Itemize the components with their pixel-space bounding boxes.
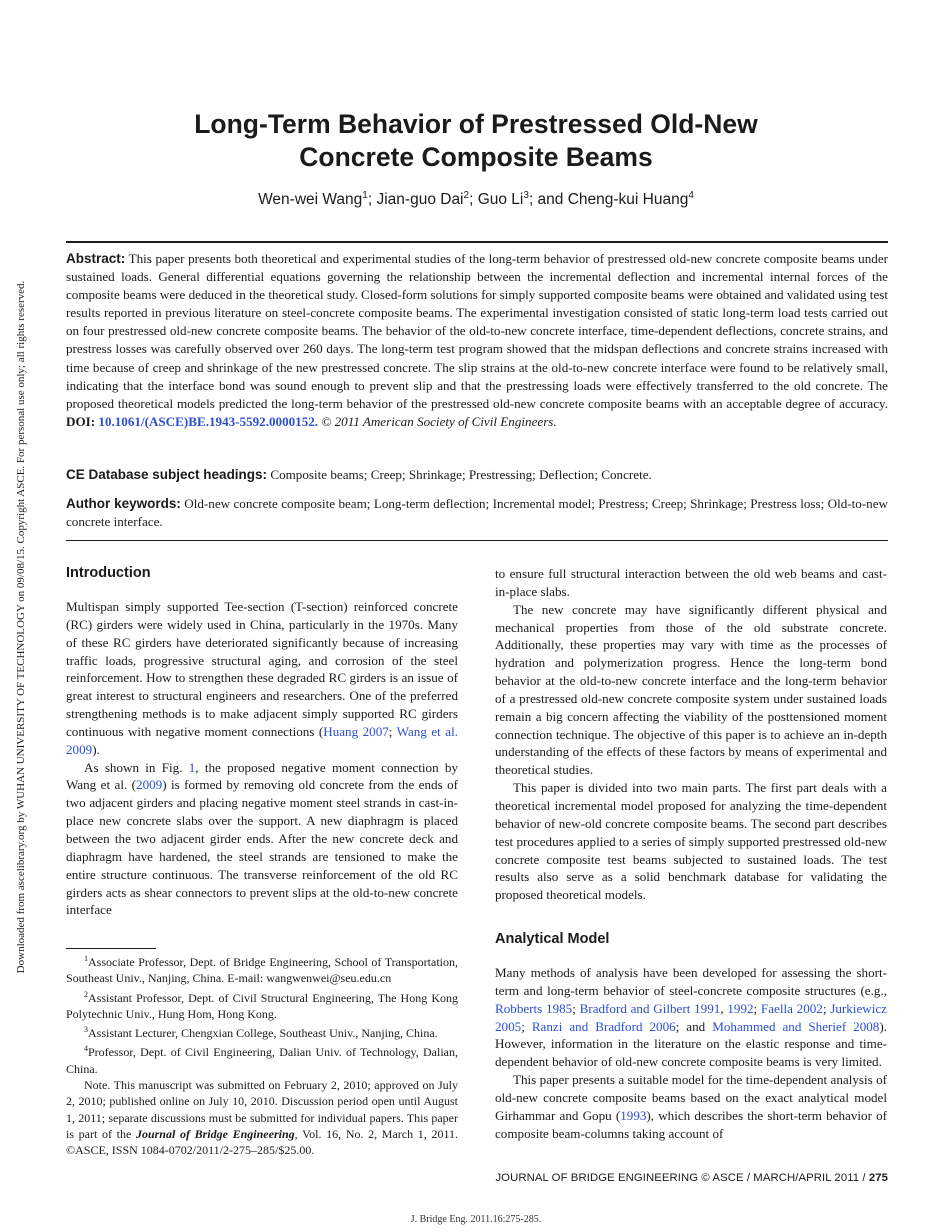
intro-paragraph-4: This paper is divided into two main parts. The first part deals with a theoretical incremental model proposed for analyzing the time-dependent behavior of new-old concrete composite beams. The second part describes test procedures applied to a series of simply supported prestressed old-new concrete composite test beams subjected to sustained loads. The test results also serve as a solid benchmark database for validating the proposed theoretical models. xyxy=(495,780,887,903)
bottom-citation: J. Bridge Eng. 2011.16:275-285. xyxy=(410,1214,542,1225)
text-run: ). xyxy=(92,741,100,757)
ce-subject-headings xyxy=(66,466,888,484)
title-line-2: Concrete Composite Beams xyxy=(299,142,653,172)
footnote-text: Assistant Professor, Dept. of Civil Structural Engineering, The Hong Kong Polytechnic Univ., Hung Hom, Hong Kong. xyxy=(66,990,458,1021)
footnote xyxy=(66,951,458,987)
citation-link[interactable]: Wang et al. 2009 xyxy=(66,723,458,757)
author-list xyxy=(0,190,952,209)
page-number: 275 xyxy=(868,1172,888,1184)
author-name: Guo Li xyxy=(477,191,524,209)
abstract-top-rule xyxy=(66,241,888,243)
submission-note xyxy=(66,1077,458,1158)
intro-continued: to ensure full structural interaction between the old web beams and cast-in-place slabs. xyxy=(495,566,887,599)
footer-journal-text: JOURNAL OF BRIDGE ENGINEERING © ASCE / MARCH/APRIL 2011 / xyxy=(495,1172,869,1184)
footnote xyxy=(66,987,458,1023)
citation-link[interactable]: 1993 xyxy=(620,1107,647,1123)
citation-link[interactable]: 1992 xyxy=(727,1000,754,1016)
footnote-text: Professor, Dept. of Civil Engineering, Dalian Univ. of Technology, Dalian, China. xyxy=(66,1045,458,1076)
footnote xyxy=(66,1022,458,1041)
footnotes xyxy=(66,951,458,1159)
abstract-bottom-rule xyxy=(66,540,888,541)
footnote-mark: 4 xyxy=(84,1044,88,1054)
citation-link[interactable]: Mohammed and Sherief 2008 xyxy=(712,1018,880,1034)
figure-link[interactable]: 1 xyxy=(188,759,196,775)
ce-headings-label: CE Database subject headings: xyxy=(66,467,268,482)
journal-footer xyxy=(495,1172,888,1184)
analytical-model-heading: Analytical Model xyxy=(495,931,610,947)
introduction-body xyxy=(66,598,458,919)
footnote xyxy=(66,1041,458,1077)
text-run: ) is formed by removing old concrete from the ends of two adjacent girders and placing negative moment steel strands in cast-in-place new concrete slabs over the support. A new diaphragm is placed between the two adjacent girder ends. After the new concrete deck and diaphragm have hardened, the steel strands are tensioned to make the entire structure continuous. The transverse reinforcement of the old RC girders acts as shear connectors to prevent slips at the old-to-new concrete interface xyxy=(66,777,458,918)
analytical-model-body xyxy=(495,964,887,1142)
text-run: As shown in Fig. xyxy=(84,759,189,775)
footnote-text: Associate Professor, Dept. of Bridge Engineering, School of Transportation, Southeast Univ., Nanjing, China. E-mail: wangwenwei@seu.edu.cn xyxy=(66,955,458,986)
right-column-intro xyxy=(495,565,887,904)
text-run: , the proposed negative moment connection by Wang et al. ( xyxy=(66,759,458,793)
footnote-text: Assistant Lecturer, Chengxian College, Southeast Univ., Nanjing, China. xyxy=(88,1026,438,1041)
author-name: Cheng-kui Huang xyxy=(567,191,689,209)
author-keywords-text: Old-new concrete composite beam; Long-term deflection; Incremental model; Prestress; Creep; Shrinkage; Prestress loss; Old-to-new concrete interface. xyxy=(66,496,888,530)
author-affil: 2 xyxy=(463,190,470,201)
author-affil: 3 xyxy=(523,190,529,201)
doi-link[interactable]: 10.1061/(ASCE)BE.1943-5592.0000152. xyxy=(98,413,319,429)
text-run: ; xyxy=(388,723,397,739)
abstract-copyright: © 2011 American Society of Civil Engineers. xyxy=(321,413,557,429)
footnote-mark: 3 xyxy=(84,1025,88,1035)
citation-link[interactable]: Robberts 1985 xyxy=(495,1000,573,1016)
abstract-label: Abstract: xyxy=(66,251,126,266)
citation-link[interactable]: Bradford and Gilbert 1991 xyxy=(579,1000,721,1016)
text-run: This paper presents a suitable model for the time-dependent analysis of old-new concrete composite beams based on the exact analytical model Girhammar and Gopu ( xyxy=(495,1072,887,1123)
author-sep: ; xyxy=(469,191,478,209)
citation-link[interactable]: Jurkiewicz 2005 xyxy=(495,1000,887,1034)
citation-link[interactable]: Faella 2002 xyxy=(760,1000,823,1016)
introduction-heading: Introduction xyxy=(66,565,151,581)
author-sep: ; xyxy=(367,191,377,209)
journal-name: Journal of Bridge Engineering xyxy=(135,1126,295,1141)
author-keywords xyxy=(66,495,888,531)
download-side-note: Downloaded from ascelibrary.org by WUHAN UNIVERSITY OF TECHNOLOGY on 09/08/15. Copyright ASCE. For personal use only; all rights reserved. xyxy=(15,280,27,974)
analytical-paragraph-1: Many methods of analysis have been developed for assessing the short-term and long-term behavior of steel-concrete composite structures (e.g., Robberts 1985; Bradford and Gilbert 1991, 1992; Faella 2002; Jurkiewicz 2005; Ranzi and Bradford 2006; and Mohammed and Sherief 2008). However, information in the literature on the elastic response and time-dependent behavior of old-new concrete composite beams is very limited. xyxy=(495,965,887,1070)
abstract xyxy=(66,250,888,431)
intro-paragraph-1 xyxy=(66,598,458,759)
citation-link[interactable]: 2009 xyxy=(136,777,163,793)
abstract-text: This paper presents both theoretical and experimental studies of the long-term behavior of prestressed old-new concrete composite beams under sustained loads. General differential equations governing the relationship between the incremental deflection and incremental internal forces of the composite beams were deduced in the theoretical study. Closed-form solutions for simply supported composite beams were obtained and validated using test results reported in previous literature on steel-concrete composite beams. The experimental investigation consisted of static long-term load tests carried out on four prestressed old-new concrete composite beams. The behavior of the old-to-new concrete interface, time-dependent deflections, concrete strains, and prestress losses was carefully observed over 260 days. The long-term test program showed that the midspan deflections and concrete strains increased with time because of creep and shrinkage of the new prestressed concrete. The slip strains at the old-to-new concrete interface were found to be relatively small, indicating that the interface bond was sound enough to prevent slip and that the prestressing loads were effectively transferred to the old concrete. The proposed theoretical models predicted the long-term behavior of the prestressed old-new concrete composite beams with an acceptable degree of accuracy. xyxy=(66,251,888,411)
intro-paragraph-3: The new concrete may have significantly different physical and mechanical properties from those of the old substrate concrete. Additionally, these properties may vary with time as the processes of hydration and polymerization progress. Hence the long-term bond behavior at the old-to-new concrete interface and the long-term behavior of a prestressed old-new concrete composite system under sustained loads remain a big concern affecting the viability of the posttensioned moment connection technique. The objective of this paper is to achieve an in-depth understanding of the effects of these factors by means of experimental and theoretical studies. xyxy=(495,601,887,778)
author-name: Wen-wei Wang xyxy=(258,191,363,209)
author-sep: ; and xyxy=(528,191,568,209)
text-run: Many methods of analysis have been developed for assessing the short-term and long-term behavior of steel-concrete composite structures (e.g., xyxy=(495,965,887,998)
analytical-paragraph-2 xyxy=(495,1071,887,1142)
author-name: Jian-guo Dai xyxy=(376,191,464,209)
ce-headings-text: Composite beams; Creep; Shrinkage; Prestressing; Deflection; Concrete. xyxy=(267,467,652,482)
text-run: , Vol. 16, No. 2, March 1, 2011. ©ASCE, ISSN 1084-0702/2011/2-275–285/$25.00. xyxy=(66,1126,458,1158)
citation-link[interactable]: Ranzi and Bradford 2006 xyxy=(531,1018,676,1034)
footnote-mark: 1 xyxy=(84,954,88,963)
title-line-1: Long-Term Behavior of Prestressed Old-New xyxy=(194,109,758,139)
doi-label: DOI: xyxy=(66,413,96,429)
author-affil: 1 xyxy=(362,190,368,201)
author-keywords-label: Author keywords: xyxy=(66,496,181,511)
intro-paragraph-2 xyxy=(66,759,458,920)
text-run: Multispan simply supported Tee-section (T-section) reinforced concrete (RC) girders were widely used in China, particularly in the 1970s. Many of these RC girders have deteriorated significantly because of increasing traffic loads, progressive structural aging, and corrosion of the steel reinforcement. How to strengthen these degraded RC girders is an issue of great interest to structural engineers and researchers. One of the preferred strengthening methods is to make adjacent simply supported RC girders continuous with negative moment connections ( xyxy=(66,599,458,739)
footnote-mark: 2 xyxy=(84,989,88,999)
text-run: ). However, information in the literature on the elastic response and time-dependent behavior of old-new concrete composite beams is very limited. xyxy=(495,1018,887,1070)
paper-title xyxy=(0,108,952,174)
text-run: Note. This manuscript was submitted on February 2, 2010; approved on July 2, 2010; published online on July 10, 2010. Discussion period open until August 1, 2011; separate discussions must be submitted for individual papers. This paper is part of the xyxy=(66,1078,458,1141)
footnote-rule xyxy=(66,948,156,949)
text-run: ), which describes the short-term behavior of composite beam-columns taking account of xyxy=(495,1107,887,1141)
citation-link[interactable]: Huang 2007 xyxy=(323,723,389,739)
author-affil: 4 xyxy=(688,190,694,201)
